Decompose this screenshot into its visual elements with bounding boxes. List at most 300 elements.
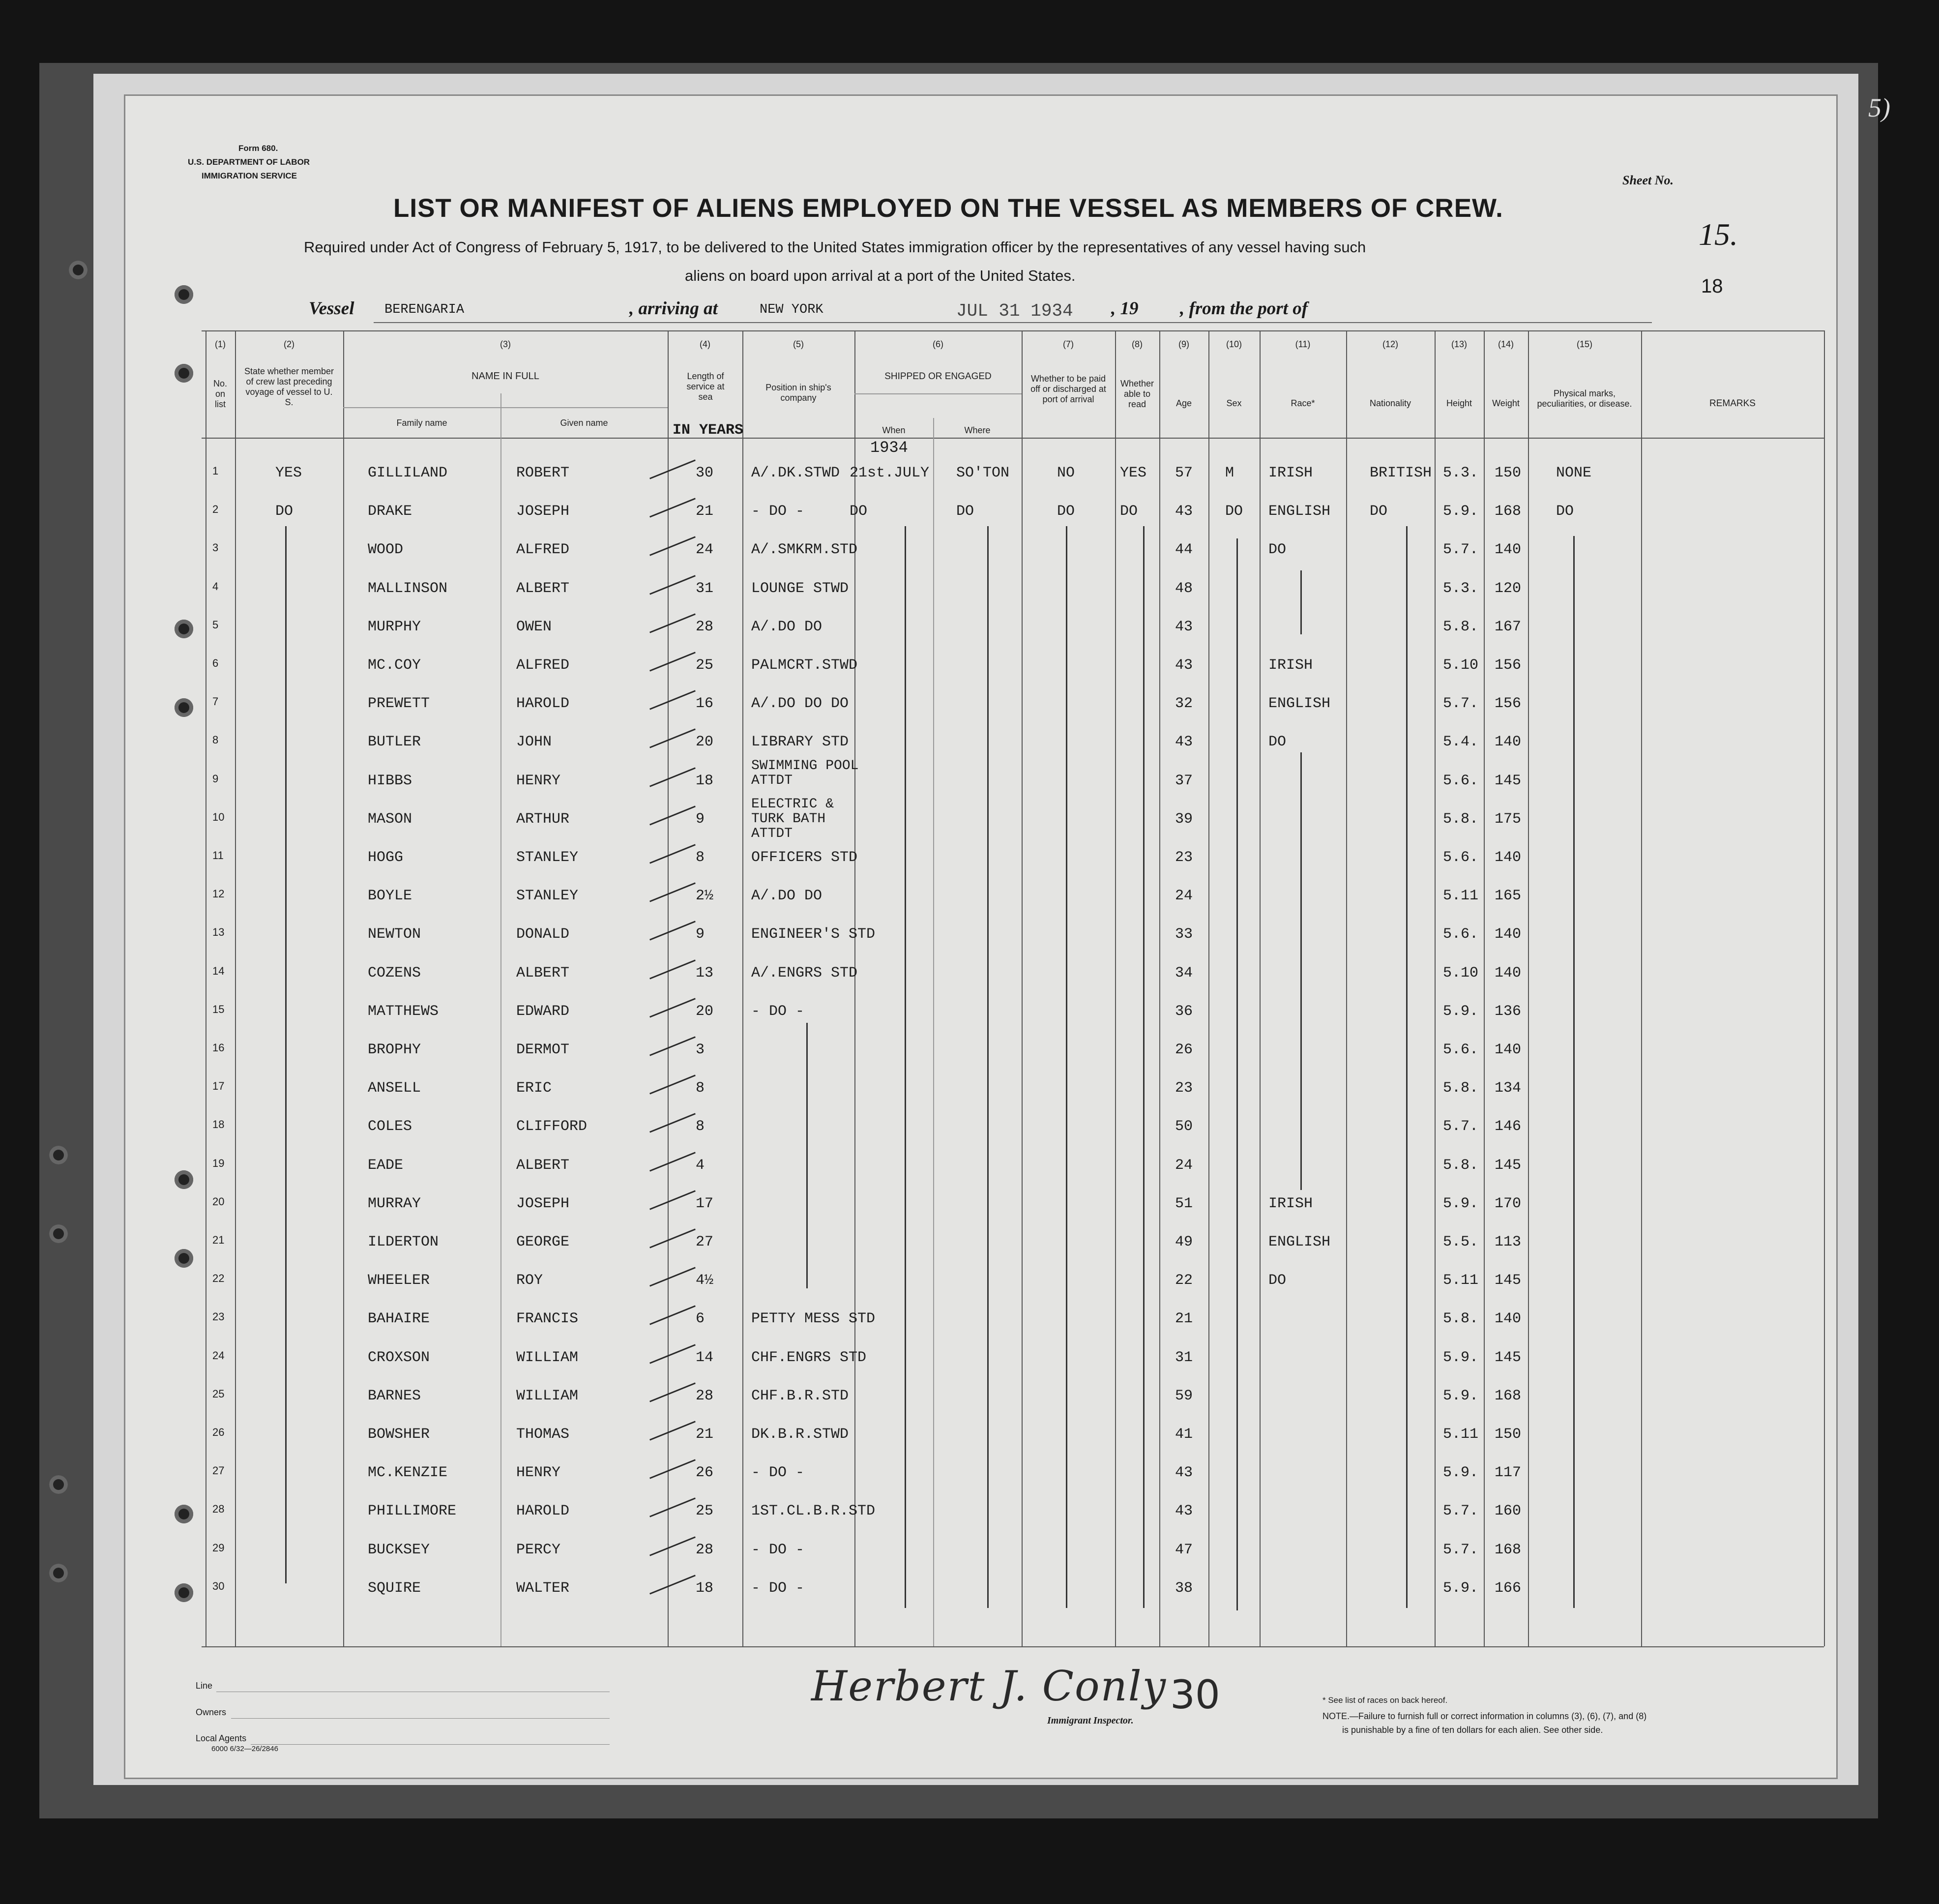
cell-height: 5.3. [1443,465,1479,481]
cell-row-number: 27 [212,1464,225,1477]
table-header-border [202,438,1824,439]
cell-service-years: 18 [696,773,714,789]
handwritten-total: 30 [1170,1672,1220,1718]
cell-row-number: 14 [212,965,225,977]
cell-paid-off: NO [1057,465,1075,481]
cell-given-name: ALFRED [516,657,570,674]
cell-nationality: BRITISH [1370,465,1432,481]
cell-weight: 146 [1495,1118,1522,1135]
cell-ship-position: PALMCRT.STWD [751,657,858,674]
cell-ship-position: OFFICERS STD [751,849,858,866]
line-label: Line [196,1681,213,1691]
cell-service-years: 4½ [696,1272,714,1289]
cell-given-name: HAROLD [516,695,570,712]
ditto-line [806,1023,808,1288]
col-6-where-header: Where [964,425,991,435]
inspector-signature: Herbert J. Conly [811,1662,1167,1710]
ditto-line [1406,526,1408,1608]
cell-ship-position: A/.DO DO [751,888,823,904]
cell-family-name: HIBBS [368,773,412,789]
cell-height: 5.8. [1443,1157,1479,1174]
cell-age: 24 [1175,888,1193,904]
races-note: * See list of races on back hereof. [1322,1696,1448,1705]
cell-height: 5.9. [1443,1195,1479,1212]
binder-hole-icon [175,620,193,638]
cell-age: 21 [1175,1310,1193,1327]
cell-race: DO [1268,1272,1287,1289]
cell-height: 5.8. [1443,811,1479,828]
cell-race: ENGLISH [1268,503,1331,520]
cell-given-name: JOHN [516,734,552,750]
cell-given-name: ROBERT [516,465,570,481]
corner-mark: 5) [1868,93,1890,122]
cell-given-name: FRANCIS [516,1310,579,1327]
cell-service-years: 2½ [696,888,714,904]
cell-age: 49 [1175,1234,1193,1250]
cell-family-name: MURPHY [368,619,421,635]
cell-ship-position: SWIMMING POOL ATTDT [751,758,859,788]
shipped-header-split [854,393,1022,394]
cell-service-years: 9 [696,926,705,943]
cell-family-name: MC.COY [368,657,421,674]
cell-weight: 175 [1495,811,1522,828]
col-sep [1208,330,1209,1646]
binder-hole-icon [175,1249,193,1268]
col-9-number: (9) [1178,339,1189,349]
cell-weight: 160 [1495,1503,1522,1519]
cell-weight: 140 [1495,926,1522,943]
ditto-line [1300,752,1302,1023]
page-title: LIST OR MANIFEST OF ALIENS EMPLOYED ON THE VESSEL AS MEMBERS OF CREW. [393,194,1503,223]
cell-family-name: SQUIRE [368,1580,421,1597]
col-5-number: (5) [793,339,804,349]
col-4-unit: IN YEARS [673,422,744,439]
cell-given-name: JOSEPH [516,1195,570,1212]
cell-service-years: 21 [696,1426,714,1443]
cell-physical-marks: DO [1556,503,1574,520]
cell-service-years: 14 [696,1349,714,1366]
cell-ship-position: A/.DK.STWD [751,465,840,481]
cell-age: 50 [1175,1118,1193,1135]
cell-row-number: 26 [212,1426,225,1438]
cell-age: 38 [1175,1580,1193,1597]
sheet-number: 15. [1699,217,1738,252]
col-10-number: (10) [1226,339,1242,349]
cell-height: 5.4. [1443,734,1479,750]
cell-family-name: MALLINSON [368,580,448,597]
cell-given-name: CLIFFORD [516,1118,588,1135]
cell-ship-position: DK.B.R.STWD [751,1426,849,1443]
vessel-underline [374,322,1652,323]
cell-age: 34 [1175,965,1193,982]
cell-row-number: 6 [212,657,219,669]
col-1-number: (1) [215,339,226,349]
cell-given-name: HENRY [516,1464,561,1481]
cell-row-number: 24 [212,1349,225,1362]
cell-shipped-when: DO [850,503,868,520]
form-subtitle-line-2: aliens on board upon arrival at a port of the United States. [685,267,1076,284]
cell-family-name: BUTLER [368,734,421,750]
cell-age: 43 [1175,734,1193,750]
cell-family-name: COLES [368,1118,412,1135]
cell-age: 43 [1175,619,1193,635]
cell-row-number: 11 [212,849,224,862]
ditto-line [1573,536,1575,1608]
ditto-line [987,526,989,1608]
col-3-given-header: Given name [560,418,608,428]
cell-race: DO [1268,541,1287,558]
cell-service-years: 17 [696,1195,714,1212]
col-10-header: Sex [1226,398,1242,408]
cell-family-name: BROPHY [368,1041,421,1058]
cell-height: 5.7. [1443,1118,1479,1135]
ditto-line [1236,538,1238,1610]
col-sep [1824,330,1825,1646]
cell-family-name: PREWETT [368,695,430,712]
cell-ship-position: A/.SMKRM.STD [751,541,858,558]
cell-row-number: 12 [212,888,225,900]
col-7-number: (7) [1063,339,1074,349]
cell-row-number: 13 [212,926,225,938]
cell-service-years: 25 [696,657,714,674]
cell-ship-position: A/.DO DO [751,619,823,635]
col-sep [1022,330,1023,1646]
cell-height: 5.11 [1443,1272,1479,1289]
inspector-label: Immigrant Inspector. [1047,1715,1134,1726]
col-sep [1346,330,1347,1646]
cell-height: 5.7. [1443,1503,1479,1519]
cell-row-number: 29 [212,1542,225,1554]
col-14-number: (14) [1498,339,1514,349]
cell-weight: 140 [1495,541,1522,558]
agents-label: Local Agents [196,1733,247,1743]
cell-family-name: HOGG [368,849,404,866]
cell-family-name: MATTHEWS [368,1003,439,1020]
cell-service-years: 25 [696,1503,714,1519]
cell-given-name: STANLEY [516,888,579,904]
cell-nationality: DO [1370,503,1388,520]
cell-physical-marks: NONE [1556,465,1592,481]
cell-weight: 140 [1495,1041,1522,1058]
cell-crew-previous-voyage: YES [275,465,302,481]
cell-height: 5.6. [1443,849,1479,866]
cell-family-name: ANSELL [368,1080,421,1097]
cell-weight: 140 [1495,734,1522,750]
cell-service-years: 3 [696,1041,705,1058]
cell-height: 5.6. [1443,773,1479,789]
ditto-line [1300,1023,1302,1190]
cell-height: 5.6. [1443,1041,1479,1058]
owners-label: Owners [196,1707,227,1717]
binder-hole-icon [175,285,193,304]
cell-weight: 168 [1495,503,1522,520]
cell-service-years: 21 [696,503,714,520]
cell-row-number: 5 [212,619,219,631]
cell-height: 5.9. [1443,1580,1479,1597]
date-stamp: JUL 31 1934 [956,301,1073,321]
cell-weight: 140 [1495,1310,1522,1327]
cell-height: 5.10 [1443,657,1479,674]
cell-weight: 167 [1495,619,1522,635]
binder-hole-icon [49,1475,68,1494]
cell-family-name: NEWTON [368,926,421,943]
cell-ship-position: 1ST.CL.B.R.STD [751,1503,876,1519]
cell-given-name: WILLIAM [516,1388,579,1404]
ditto-line [1143,526,1145,1608]
cell-weight: 150 [1495,1426,1522,1443]
cell-given-name: ALBERT [516,965,570,982]
col-4-header: Length of service at sea [686,371,725,402]
col-4-number: (4) [700,339,710,349]
cell-service-years: 13 [696,965,714,982]
agents-underline [251,1744,610,1745]
cell-service-years: 28 [696,1542,714,1558]
table-bottom-border [202,1646,1824,1647]
col-sep [1435,330,1436,1646]
cell-given-name: ERIC [516,1080,552,1097]
binder-hole-icon [49,1564,68,1582]
cell-given-name: EDWARD [516,1003,570,1020]
cell-family-name: PHILLIMORE [368,1503,457,1519]
cell-age: 23 [1175,1080,1193,1097]
cell-given-name: ALFRED [516,541,570,558]
cell-weight: 156 [1495,695,1522,712]
cell-age: 37 [1175,773,1193,789]
cell-age: 26 [1175,1041,1193,1058]
col-sep [1484,330,1485,1646]
cell-service-years: 31 [696,580,714,597]
cell-row-number: 18 [212,1118,225,1130]
cell-weight: 145 [1495,1272,1522,1289]
cell-family-name: ILDERTON [368,1234,439,1250]
cell-given-name: ALBERT [516,580,570,597]
arrival-port: NEW YORK [760,302,823,317]
cell-age: 36 [1175,1003,1193,1020]
cell-row-number: 17 [212,1080,225,1092]
cell-row-number: 28 [212,1503,225,1515]
cell-weight: 165 [1495,888,1522,904]
cell-ship-position: A/.ENGRS STD [751,965,858,982]
ditto-line [905,526,906,1608]
cell-row-number: 19 [212,1157,225,1169]
cell-row-number: 23 [212,1310,225,1323]
cell-service-years: 30 [696,465,714,481]
col-15-header: Physical marks, peculiarities, or disease. [1537,388,1632,409]
arriving-label: , arriving at [629,298,718,319]
cell-height: 5.11 [1443,1426,1479,1443]
cell-given-name: GEORGE [516,1234,570,1250]
col-13-number: (13) [1451,339,1467,349]
cell-weight: 170 [1495,1195,1522,1212]
vessel-label: Vessel [309,298,354,319]
col-12-number: (12) [1382,339,1398,349]
cell-service-years: 20 [696,734,714,750]
cell-ship-position: LOUNGE STWD [751,580,849,597]
cell-row-number: 3 [212,541,219,554]
cell-ship-position: - DO - [751,1542,805,1558]
col-sep-inner [933,418,934,1646]
col-sep [1115,330,1116,1646]
cell-service-years: 18 [696,1580,714,1597]
cell-given-name: DERMOT [516,1041,570,1058]
cell-family-name: CROXSON [368,1349,430,1366]
binder-hole-icon [175,1505,193,1523]
cell-weight: 113 [1495,1234,1522,1250]
cell-height: 5.9. [1443,503,1479,520]
col-15-number: (15) [1576,339,1592,349]
cell-race: IRISH [1268,657,1313,674]
cell-age: 39 [1175,811,1193,828]
cell-family-name: BARNES [368,1388,421,1404]
col-sep [854,330,855,1646]
cell-age: 24 [1175,1157,1193,1174]
binder-hole-icon [175,1170,193,1189]
cell-row-number: 16 [212,1041,225,1054]
cell-weight: 156 [1495,657,1522,674]
col-13-header: Height [1446,398,1472,408]
cell-given-name: ROY [516,1272,543,1289]
cell-service-years: 16 [696,695,714,712]
cell-weight: 134 [1495,1080,1522,1097]
binder-hole-icon [175,1583,193,1602]
col-3-header: NAME IN FULL [471,371,539,382]
cell-service-years: 28 [696,1388,714,1404]
cell-given-name: STANLEY [516,849,579,866]
service-name: IMMIGRATION SERVICE [202,171,297,180]
cell-ship-position: LIBRARY STD [751,734,849,750]
cell-age: 48 [1175,580,1193,597]
cell-weight: 166 [1495,1580,1522,1597]
cell-paid-off: DO [1057,503,1075,520]
col-sep [1528,330,1529,1646]
cell-row-number: 22 [212,1272,225,1284]
cell-row-number: 30 [212,1580,225,1592]
cell-family-name: BAHAIRE [368,1310,430,1327]
cell-given-name: ALBERT [516,1157,570,1174]
cell-row-number: 1 [212,465,219,477]
cell-weight: 140 [1495,849,1522,866]
cell-family-name: MC.KENZIE [368,1464,448,1481]
cell-height: 5.6. [1443,926,1479,943]
cell-service-years: 4 [696,1157,705,1174]
cell-weight: 145 [1495,773,1522,789]
binder-hole-icon [175,698,193,717]
cell-given-name: WILLIAM [516,1349,579,1366]
col-sep [742,330,743,1646]
remarks-header: REMARKS [1709,398,1756,409]
cell-age: 32 [1175,695,1193,712]
cell-given-name: HENRY [516,773,561,789]
col-8-header: Whether able to read [1120,379,1154,409]
cell-height: 5.9. [1443,1388,1479,1404]
col-5-header: Position in ship's company [765,383,831,403]
cell-weight: 145 [1495,1349,1522,1366]
shipped-year: 1934 [870,439,908,457]
fine-note-line-2: is punishable by a fine of ten dollars for each alien. See other side. [1342,1725,1603,1735]
col-12-header: Nationality [1369,398,1411,408]
cell-service-years: 26 [696,1464,714,1481]
fine-note-line-1: NOTE.—Failure to furnish full or correct information in columns (3), (6), (7), and (8) [1322,1711,1647,1721]
col-sep [1159,330,1160,1646]
cell-shipped-when: 21st.JULY [850,465,930,481]
cell-given-name: JOSEPH [516,503,570,520]
col-6-when-header: When [882,425,906,435]
cell-ship-position: PETTY MESS STD [751,1310,876,1327]
cell-service-years: 20 [696,1003,714,1020]
col-sep [1260,330,1261,1646]
col-sep [343,330,344,1646]
col-sep [235,330,236,1646]
cell-age: 47 [1175,1542,1193,1558]
cell-row-number: 25 [212,1388,225,1400]
cell-row-number: 4 [212,580,219,593]
cell-given-name: PERCY [516,1542,561,1558]
cell-service-years: 6 [696,1310,705,1327]
cell-row-number: 8 [212,734,219,746]
name-header-split [343,407,668,408]
cell-height: 5.8. [1443,619,1479,635]
cell-family-name: MASON [368,811,412,828]
cell-height: 5.9. [1443,1349,1479,1366]
cell-family-name: WOOD [368,541,404,558]
col-7-header: Whether to be paid off or discharged at port of arrival [1030,374,1106,404]
cell-height: 5.8. [1443,1310,1479,1327]
cell-shipped-where: SO'TON [956,465,1010,481]
cell-height: 5.7. [1443,695,1479,712]
cell-given-name: OWEN [516,619,552,635]
cell-height: 5.9. [1443,1464,1479,1481]
cell-row-number: 21 [212,1234,225,1246]
cell-given-name: ARTHUR [516,811,570,828]
cell-given-name: WALTER [516,1580,570,1597]
cell-weight: 145 [1495,1157,1522,1174]
vessel-name: BERENGARIA [384,302,465,317]
sheet-sub-number: 18 [1701,275,1723,297]
department-name: U.S. DEPARTMENT OF LABOR [188,157,310,167]
cell-ship-position: - DO - [751,1003,805,1020]
cell-ship-position: ELECTRIC & TURK BATH ATTDT [751,797,834,841]
form-subtitle-line-1: Required under Act of Congress of February 5, 1917, to be delivered to the United States immigration officer by the representatives of any vessel having such [304,238,1366,256]
cell-weight: 168 [1495,1542,1522,1558]
cell-row-number: 9 [212,773,219,785]
col-9-header: Age [1175,398,1192,408]
col-14-header: Weight [1492,398,1520,408]
cell-ship-position: CHF.B.R.STD [751,1388,849,1404]
cell-service-years: 9 [696,811,705,828]
cell-age: 41 [1175,1426,1193,1443]
cell-sex: DO [1225,503,1243,520]
cell-ship-position: CHF.ENGRS STD [751,1349,867,1366]
binder-hole-icon [49,1224,68,1243]
cell-age: 51 [1175,1195,1193,1212]
cell-weight: 136 [1495,1003,1522,1020]
cell-ship-position: ENGINEER'S STD [751,926,876,943]
cell-weight: 117 [1495,1464,1522,1481]
cell-age: 44 [1175,541,1193,558]
cell-shipped-where: DO [956,503,974,520]
cell-age: 22 [1175,1272,1193,1289]
col-6-header: SHIPPED OR ENGAGED [884,371,992,382]
cell-age: 43 [1175,657,1193,674]
binder-hole-icon [49,1146,68,1164]
from-port-label: , from the port of [1180,298,1308,319]
cell-height: 5.11 [1443,888,1479,904]
cell-age: 43 [1175,503,1193,520]
binder-hole-icon [175,364,193,383]
ditto-line [1300,570,1302,634]
cell-height: 5.5. [1443,1234,1479,1250]
cell-age: 23 [1175,849,1193,866]
